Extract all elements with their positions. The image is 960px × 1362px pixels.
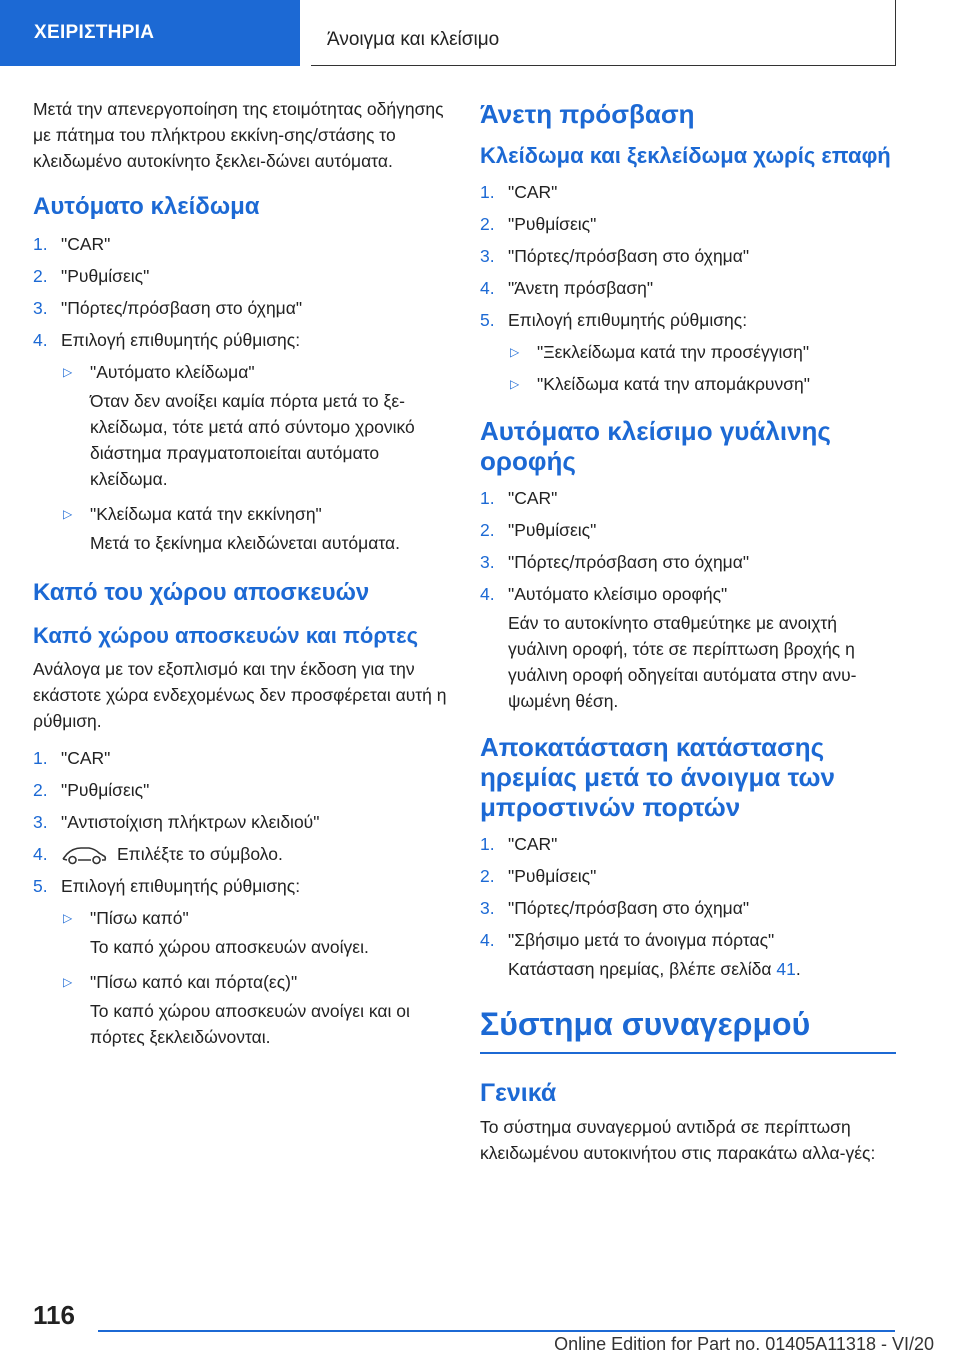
page-reference-link[interactable]: 41 bbox=[776, 959, 796, 979]
page-number: 116 bbox=[33, 1300, 75, 1330]
trunk-paragraph: Ανάλογα με τον εξοπλισμό και την έκδοση για την εκάστοτε χώρα ενδεχομένως δεν προσφέρεται αυτή η ρύθμιση. bbox=[33, 659, 447, 731]
trunk-subheading: Καπό χώρου αποσκευών και πόρτες bbox=[33, 623, 419, 648]
roof-steps bbox=[480, 482, 896, 610]
option-item: ▷ "Κλείδωμα κατά την εκκίνηση" bbox=[63, 498, 449, 530]
list-item: 2. "Ρυθμίσεις" bbox=[33, 266, 150, 286]
comfort-access-subheading: Κλείδωμα και ξεκλείδωμα χωρίς επαφή bbox=[480, 143, 891, 168]
idle-heading: Αποκατάσταση κατάστασης ηρεμίας μετά το άνοιγμα των μπροστινών πορτών bbox=[480, 732, 835, 822]
page-footer bbox=[0, 1290, 960, 1362]
option-item: ▷ "Πίσω καπό και πόρτα(ες)" bbox=[63, 966, 449, 998]
triangle-bullet-icon: ▷ bbox=[510, 377, 520, 391]
list-item: 1. "CAR" bbox=[33, 234, 111, 254]
list-item: 4. "Άνετη πρόσβαση" bbox=[480, 278, 654, 298]
roof-description: Εάν το αυτοκίνητο σταθμεύτηκε με ανοιχτή γυάλινη οροφή, τότε σε περίπτωση βροχής η γυάλινη οροφή οδηγείται αυτόματα στην ανυ-ψωμένη θέση. bbox=[508, 613, 857, 711]
edition-note: Online Edition for Part no. 01405A11318 - VI/20 bbox=[554, 1334, 934, 1354]
page-header bbox=[0, 0, 960, 66]
option-description: Όταν δεν ανοίξει καμία πόρτα μετά το ξε-κλείδωμα, τότε μετά από σύντομο χρονικό διάστημα πραγματοποιείται αυτόματο κλείδωμα. bbox=[90, 391, 415, 489]
list-item: 4. "Αυτόματο κλείσιμο οροφής" bbox=[480, 584, 728, 604]
list-item: 1. "CAR" bbox=[480, 834, 558, 854]
roof-heading: Αυτόματο κλείσιμο γυάλινης οροφής bbox=[480, 416, 831, 476]
list-item: 2. "Ρυθμίσεις" bbox=[480, 520, 597, 540]
list-item: 3. "Πόρτες/πρόσβαση στο όχημα" bbox=[480, 898, 750, 918]
auto-lock-steps bbox=[33, 228, 449, 356]
list-item: 4. Επιλέξτε το σύμβολο. bbox=[33, 838, 449, 870]
idle-steps bbox=[480, 828, 896, 956]
list-item: 2. "Ρυθμίσεις" bbox=[480, 214, 597, 234]
list-item: 2. "Ρυθμίσεις" bbox=[480, 866, 597, 886]
option-description: Το καπό χώρου αποσκευών ανοίγει. bbox=[90, 937, 369, 957]
idle-description: Κατάσταση ηρεμίας, βλέπε σελίδα 41. bbox=[508, 959, 801, 979]
option-item: ▷ "Κλείδωμα κατά την απομάκρυνση" bbox=[510, 368, 896, 400]
intro-paragraph: Μετά την απενεργοποίηση της ετοιμότητας οδήγησης με πάτημα του πλήκτρου εκκίνη-σης/στάσης το κλειδωμένο αυτοκίνητο ξεκλει-δώνει αυτόματα. bbox=[33, 99, 444, 171]
alarm-system-heading: Σύστημα συναγερμού bbox=[480, 1004, 896, 1054]
triangle-bullet-icon: ▷ bbox=[63, 911, 73, 925]
trunk-options bbox=[33, 902, 449, 934]
trunk-heading: Καπό του χώρου αποσκευών bbox=[33, 579, 370, 606]
list-item: 1. "CAR" bbox=[33, 748, 111, 768]
auto-lock-options-2 bbox=[33, 498, 449, 530]
triangle-bullet-icon: ▷ bbox=[63, 975, 73, 989]
list-item: 2. "Ρυθμίσεις" bbox=[33, 780, 150, 800]
list-item: 3. "Πόρτες/πρόσβαση στο όχημα" bbox=[33, 298, 303, 318]
list-item: 1. "CAR" bbox=[480, 182, 558, 202]
general-paragraph: Το σύστημα συναγερμού αντιδρά σε περίπτωση κλειδωμένου αυτοκινήτου στις παρακάτω αλλα-γές: bbox=[480, 1117, 876, 1163]
footer-divider bbox=[98, 1330, 895, 1332]
list-item: 4. Επιλογή επιθυμητής ρύθμισης: bbox=[33, 330, 301, 350]
chapter-title: Άνοιγμα και κλείσιμο bbox=[311, 0, 896, 66]
right-column bbox=[480, 96, 896, 1166]
list-item: 4. "Σβήσιμο μετά το άνοιγμα πόρτας" bbox=[480, 930, 775, 950]
list-item: 1. "CAR" bbox=[480, 488, 558, 508]
list-item: 5. Επιλογή επιθυμητής ρύθμισης: bbox=[33, 876, 301, 896]
auto-lock-heading: Αυτόματο κλείδωμα bbox=[33, 193, 260, 220]
left-column bbox=[33, 96, 449, 1056]
trunk-options-2 bbox=[33, 966, 449, 998]
triangle-bullet-icon: ▷ bbox=[63, 507, 73, 521]
triangle-bullet-icon: ▷ bbox=[63, 365, 73, 379]
section-tab: ΧΕΙΡΙΣΤΗΡΙΑ bbox=[0, 0, 300, 66]
trunk-steps bbox=[33, 742, 449, 902]
list-item: 5. Επιλογή επιθυμητής ρύθμισης: bbox=[480, 310, 748, 330]
list-item: 3. "Πόρτες/πρόσβαση στο όχημα" bbox=[480, 246, 750, 266]
option-description: Το καπό χώρου αποσκευών ανοίγει και οι πόρτες ξεκλειδώνονται. bbox=[90, 1001, 410, 1047]
option-description: Μετά το ξεκίνημα κλειδώνεται αυτόματα. bbox=[90, 533, 400, 553]
comfort-options bbox=[480, 336, 896, 400]
option-item: ▷ "Ξεκλείδωμα κατά την προσέγγιση" bbox=[510, 336, 896, 368]
auto-lock-options bbox=[33, 356, 449, 388]
list-item: 3. "Πόρτες/πρόσβαση στο όχημα" bbox=[480, 552, 750, 572]
general-heading: Γενικά bbox=[480, 1079, 557, 1107]
triangle-bullet-icon: ▷ bbox=[510, 345, 520, 359]
option-item: ▷ "Αυτόματο κλείδωμα" bbox=[63, 356, 449, 388]
comfort-access-heading: Άνετη πρόσβαση bbox=[480, 99, 695, 129]
list-item: 3. "Αντιστοίχιση πλήκτρων κλειδιού" bbox=[33, 812, 320, 832]
car-trunk-icon bbox=[61, 844, 107, 866]
option-item: ▷ "Πίσω καπό" bbox=[63, 902, 449, 934]
comfort-steps bbox=[480, 176, 896, 336]
